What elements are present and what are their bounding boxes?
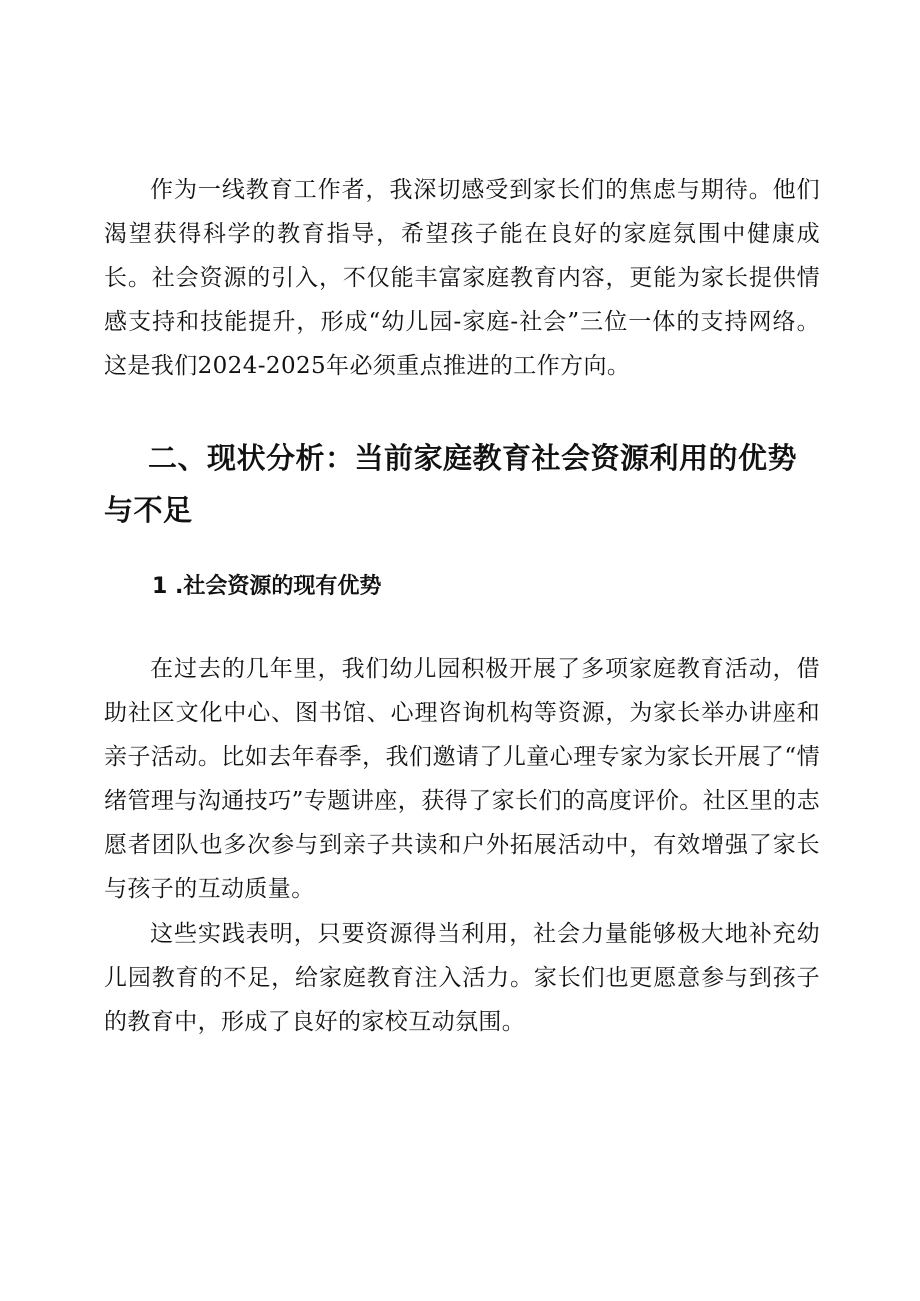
body-paragraph-3: 这些实践表明，只要资源得当利用，社会力量能够极大地补充幼儿园教育的不足，给家庭教育注入活力。家长们也更愿意参与到孩子的教育中，形成了良好的家校互动氛围。 bbox=[104, 921, 820, 1035]
intro-paragraph: 作为一线教育工作者，我深切感受到家长们的焦虑与期待。他们渴望获得科学的教育指导，希望孩子能在良好的家庭氛围中健康成长。社会资源的引入，不仅能丰富家庭教育内容，更能为家长提供情感支持和技能提升，形成“幼儿园-家庭-社会”三位一体的支持网络。这是我们2024-2025年必须重点推进的工作方向。 bbox=[104, 177, 820, 379]
section-heading: 二、现状分析：当前家庭教育社会资源利用的优势与不足 bbox=[104, 441, 798, 527]
subsection-heading: 1 .社会资源的现有优势 bbox=[152, 574, 382, 599]
body-paragraph-2: 在过去的几年里，我们幼儿园积极开展了多项家庭教育活动，借助社区文化中心、图书馆、心理咨询机构等资源，为家长举办讲座和亲子活动。比如去年春季，我们邀请了儿童心理专家为家长开展了“情绪管理与沟通技巧”专题讲座，获得了家长们的高度评价。社区里的志愿者团队也多次参与到亲子共读和户外拓展活动中，有效增强了家长与孩子的互动质量。 bbox=[104, 656, 820, 902]
